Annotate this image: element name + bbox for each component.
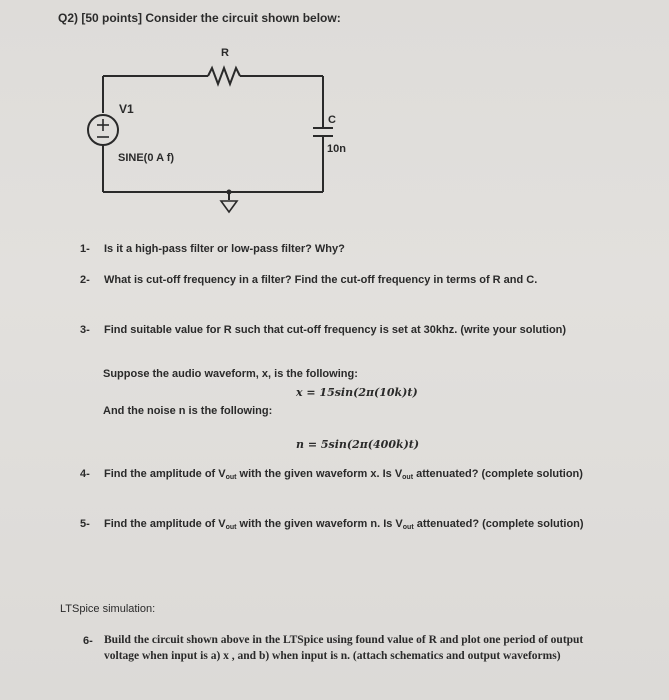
- ltspice-heading: LTSpice simulation:: [60, 603, 156, 615]
- item-1-number: 1-: [80, 243, 90, 255]
- item-5-number: 5-: [80, 518, 90, 530]
- ground-node-dot: [227, 190, 232, 195]
- item-4-text: Find the amplitude of $V_{out}$ with the given waveform x. Is $V_{out}$ attenuated? (complete solution): [104, 468, 583, 481]
- source-value: SINE(0 A f): [118, 152, 175, 164]
- resistor-label: R: [221, 47, 229, 59]
- item-6-line-1: Build the circuit shown above in the LTSpice using found value of R and plot one period of output: [104, 634, 584, 646]
- item-2-text: What is cut-off frequency in a filter? Find the cut-off frequency in terms of R and C.: [104, 274, 538, 286]
- resistor-symbol: [208, 68, 240, 84]
- noise-intro: And the noise n is the following:: [103, 405, 273, 417]
- item-4-number: 4-: [80, 468, 90, 480]
- n-equation: n = 5sin(2π(400k)t): [296, 438, 420, 451]
- item-2-number: 2-: [80, 274, 90, 286]
- capacitor-label: C: [328, 114, 336, 126]
- item-6-number: 6-: [83, 635, 93, 647]
- item-1-text: Is it a high-pass filter or low-pass filter? Why?: [104, 243, 345, 255]
- capacitor-value: 10n: [327, 143, 346, 155]
- item-6-line-2: voltage when input is a) x , and b) when input is n. (attach schematics and output waveforms): [104, 650, 561, 662]
- audio-intro: Suppose the audio waveform, x, is the following:: [103, 368, 358, 380]
- source-label: V1: [119, 102, 134, 116]
- x-equation: x = 15sin(2π(10k)t): [296, 386, 418, 399]
- item-3-number: 3-: [80, 324, 90, 336]
- item-5-text: Find the amplitude of $V_{out}$ with the given waveform n. Is $V_{out}$ attenuated? (complete solution): [104, 518, 584, 531]
- question-heading: Q2) [50 points] Consider the circuit shown below:: [58, 11, 341, 25]
- item-3-text: Find suitable value for R such that cut-off frequency is set at 30khz. (write your solution): [104, 324, 567, 336]
- ground-symbol: [221, 201, 237, 212]
